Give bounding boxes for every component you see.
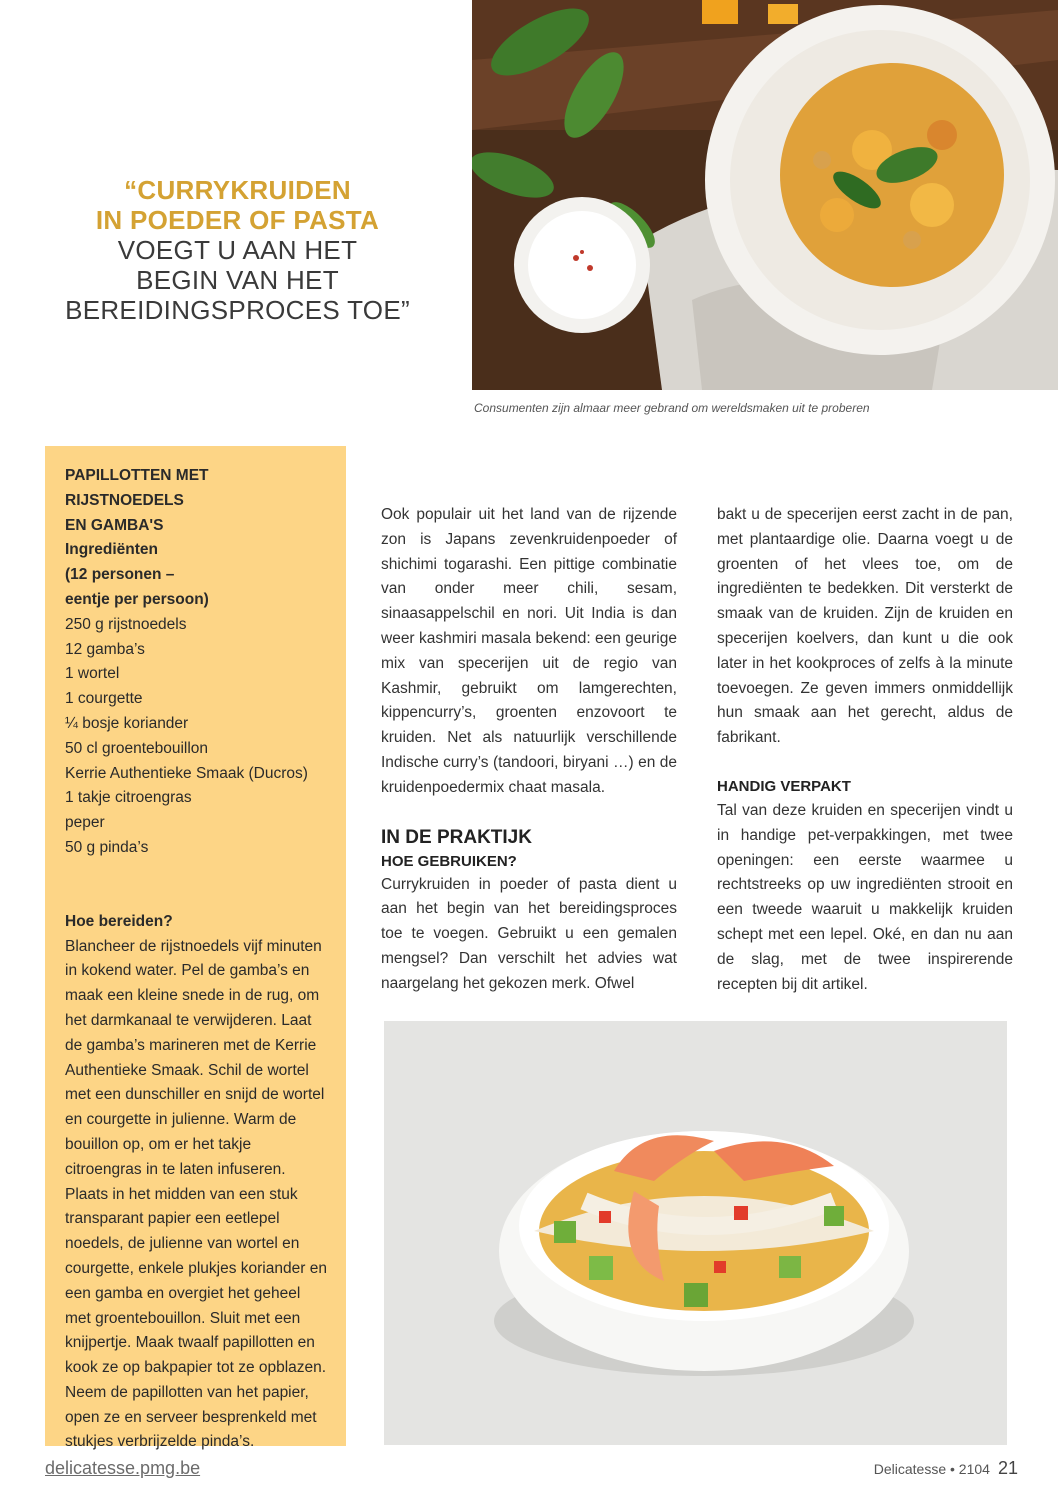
recipe-box <box>45 446 346 1451</box>
quote-highlight-line-2: IN POEDER OF PASTA <box>95 205 380 235</box>
ingredient-item: 1 courgette <box>65 690 143 708</box>
article-column-2 <box>717 503 1013 997</box>
servings-line-2: eentje per persoon) <box>65 590 209 608</box>
servings-line-1: (12 personen – <box>65 566 175 584</box>
section-heading: HANDIG VERPAKT <box>717 777 851 795</box>
quote-highlight-line-1: “CURRYKRUIDEN <box>124 175 351 205</box>
pull-quote <box>40 175 435 325</box>
article-paragraph: bakt u de specerijen eerst zacht in de pan, met plantaardige olie. Daarna voegt u de groenten of het vlees toe, om de ingrediënten te bedekken. Dit versterkt de smaak van de kruiden. Zijn de kruiden en specerijen koelvers, dan kunt u die ook later in het kookproces of zelfs à la minute toevoegen. Ze geven immers onmiddellijk hun smaak aan het gerecht, aldus de fabrikant. <box>717 506 1013 747</box>
ingredient-item: 1 wortel <box>65 665 120 683</box>
ingredients-heading: Ingrediënten <box>65 541 159 559</box>
recipe-content <box>65 464 330 1455</box>
ingredient-item: 12 gamba’s <box>65 640 145 658</box>
article-paragraph: Ook populair uit het land van de rijzende zon is Japans zevenkruidenpoeder of shichimi togarashi. Een pittige combinatie van onder meer chili, sesam, sinaasappelschil en nori. Uit India is dan weer kashmiri masala bekend: een geurige mix van specerijen uit de regio van Kashmir, gebruikt om lamgerechten, kippencurry’s, groenten enzovoort te kruiden. Net als natuurlijk verschillende Indische curry’s (tandoori, biryani …) en de kruidenpoedermix chaat masala. <box>381 506 677 796</box>
ingredient-item: ¼ bosje koriander <box>65 714 189 732</box>
article-paragraph: Tal van deze kruiden en specerijen vindt u in handige pet-verpakkingen, met twee openingen: een eerste waarmee u rechtstreeks op uw ingrediënten strooit en een tweede waaruit u makkelijk kruiden schept met een lepel. Oké, en dan nu aan de slag, met de twee inspirerende recepten bij dit artikel. <box>717 801 1013 993</box>
website-link[interactable]: delicatesse.pmg.be <box>45 1458 201 1478</box>
footer-issue <box>874 1458 1018 1479</box>
curry-bowl-photo <box>472 0 1058 390</box>
section-heading: IN DE PRAKTIJK <box>381 826 532 848</box>
ingredient-item: 50 g pinda’s <box>65 838 149 856</box>
ingredient-item: 250 g rijstnoedels <box>65 615 187 633</box>
ingredient-item: peper <box>65 814 105 832</box>
ingredient-item: 50 cl groentebouillon <box>65 739 209 757</box>
ingredient-item: Kerrie Authentieke Smaak (Ducros) <box>65 764 308 782</box>
shrimp-noodle-bowl-photo <box>384 1021 1007 1445</box>
page-number: 21 <box>997 1458 1018 1478</box>
article-column-1 <box>381 503 677 997</box>
method-heading: Hoe bereiden? <box>65 912 173 930</box>
quote-line-4: BEGIN VAN HET <box>136 265 339 295</box>
article-paragraph: Currykruiden in poeder of pasta dient u aan het begin van het bereidingsproces toe te voegen. Gebruikt u een gemalen mengsel? Dan verschilt het advies wat naargelang het gekozen merk. Ofwel <box>381 875 677 992</box>
ingredient-item: 1 takje citroengras <box>65 789 192 807</box>
issue-label: Delicatesse • 2104 <box>873 1461 990 1477</box>
recipe-title-line-1: PAPILLOTTEN MET RIJSTNOEDELS <box>65 467 209 509</box>
method-text: Blancheer de rijstnoedels vijf minuten in kokend water. Pel de gamba’s en maak een kleine snede in de rug, om het darmkanaal te verwijderen. Laat de gamba’s marineren met de Kerrie Authentieke Smaak. Schil de wortel met een dunschiller en snijd de wortel en courgette in julienne. Warm de bouillon op, om er het takje citroengras in te laten infuseren. Plaats in het midden van een stuk transparant papier een eetlepel noedels, de julienne van wortel en courgette, enkele plukjes koriander en een gamba en overgiet het geheel met groentebouillon. Sluit met een knijpertje. Maak twaalf papillotten en kook ze op bakpapier tot ze opblazen. Neem de papillotten van het papier, open ze en serveer besprenkeld met stukjes verbrijzelde pinda’s. <box>65 937 327 1451</box>
quote-line-5: BEREIDINGSPROCES TOE” <box>65 295 410 325</box>
photo-caption: Consumenten zijn almaar meer gebrand om wereldsmaken uit te proberen <box>474 401 870 415</box>
quote-line-3: VOEGT U AAN HET <box>117 235 358 265</box>
recipe-title-line-2: EN GAMBA'S <box>65 516 164 534</box>
sub-heading: HOE GEBRUIKEN? <box>381 852 517 870</box>
